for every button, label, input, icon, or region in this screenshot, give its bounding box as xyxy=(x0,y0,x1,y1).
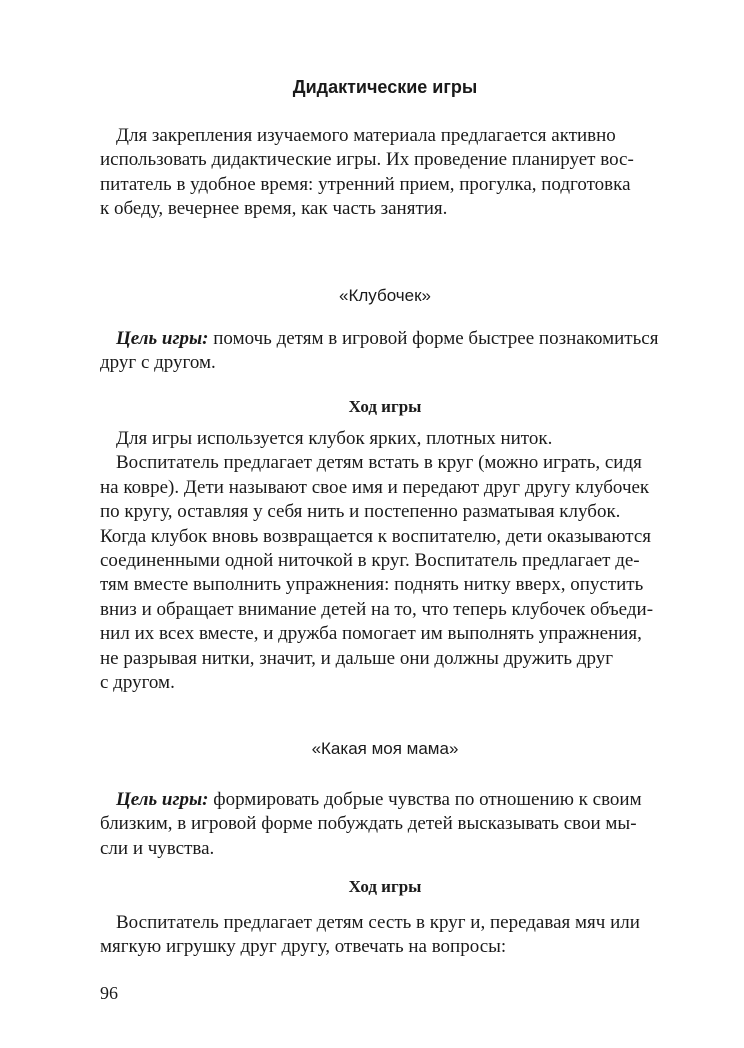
goal-label: Цель игры: xyxy=(116,328,209,349)
body-line: с другом. xyxy=(100,672,175,694)
book-page xyxy=(100,0,670,1048)
game-title-kakaya-moya-mama: «Какая моя мама» xyxy=(311,739,459,758)
body-line: на ковре). Дети называют свое имя и передают друг другу клубочек xyxy=(100,476,650,498)
body-line: Когда клубок вновь возвращается к воспитателю, дети оказываются xyxy=(100,525,651,547)
intro-line: к обеду, вечернее время, как часть занятия. xyxy=(100,198,448,220)
body-line: Воспитатель предлагает детям встать в круг (можно играть, сидя xyxy=(116,452,642,474)
goal-line: сли и чувства. xyxy=(100,837,215,859)
goal-line: друг с другом. xyxy=(100,352,216,374)
body-line: по кругу, оставляя у себя нить и постепенно разматывая клубок. xyxy=(100,501,621,523)
body-line: тям вместе выполнить упражнения: поднять нитку вверх, опустить xyxy=(100,574,644,596)
goal-text: помочь детям в игровой форме быстрее познакомиться xyxy=(208,328,659,349)
goal-label: Цель игры: xyxy=(116,789,209,810)
intro-paragraph xyxy=(100,124,670,222)
game-title-klubochek: «Клубочек» xyxy=(339,286,431,305)
game-goal-kakaya-moya-mama xyxy=(100,788,670,861)
intro-line: питатель в удобное время: утренний прием, прогулка, подготовка xyxy=(100,173,631,195)
move-title-kakaya-moya-mama: Ход игры xyxy=(348,877,422,896)
intro-line: Для закрепления изучаемого материала предлагается активно xyxy=(116,125,616,146)
game-goal-klubochek xyxy=(100,327,670,376)
game-body-kakaya-moya-mama xyxy=(100,911,670,960)
body-line: Воспитатель предлагает детям сесть в круг и, передавая мяч или xyxy=(116,912,640,933)
body-line: мягкую игрушку друг другу, отвечать на вопросы: xyxy=(100,936,507,958)
body-line: не разрывая нитки, значит, и дальше они должны дружить друг xyxy=(100,647,614,669)
goal-line xyxy=(100,327,670,351)
goal-text: формировать добрые чувства по отношению к своим xyxy=(208,789,642,810)
game-body-klubochek xyxy=(100,427,670,695)
goal-line xyxy=(100,788,670,812)
goal-line: близким, в игровой форме побуждать детей высказывать свои мы- xyxy=(100,813,637,835)
body-line: нил их всех вместе, и дружба помогает им выполнять упражнения, xyxy=(100,623,642,645)
page-number: 96 xyxy=(100,983,118,1003)
move-title-klubochek: Ход игры xyxy=(348,397,422,416)
body-line: Для игры используется клубок ярких, плотных ниток. xyxy=(116,428,553,449)
intro-line: использовать дидактические игры. Их проведение планирует вос- xyxy=(100,149,634,171)
section-title: Дидактические игры xyxy=(292,77,478,97)
body-line: вниз и обращает внимание детей на то, что теперь клубочек объеди- xyxy=(100,598,654,620)
body-line: соединенными одной ниточкой в круг. Воспитатель предлагает де- xyxy=(100,550,640,572)
